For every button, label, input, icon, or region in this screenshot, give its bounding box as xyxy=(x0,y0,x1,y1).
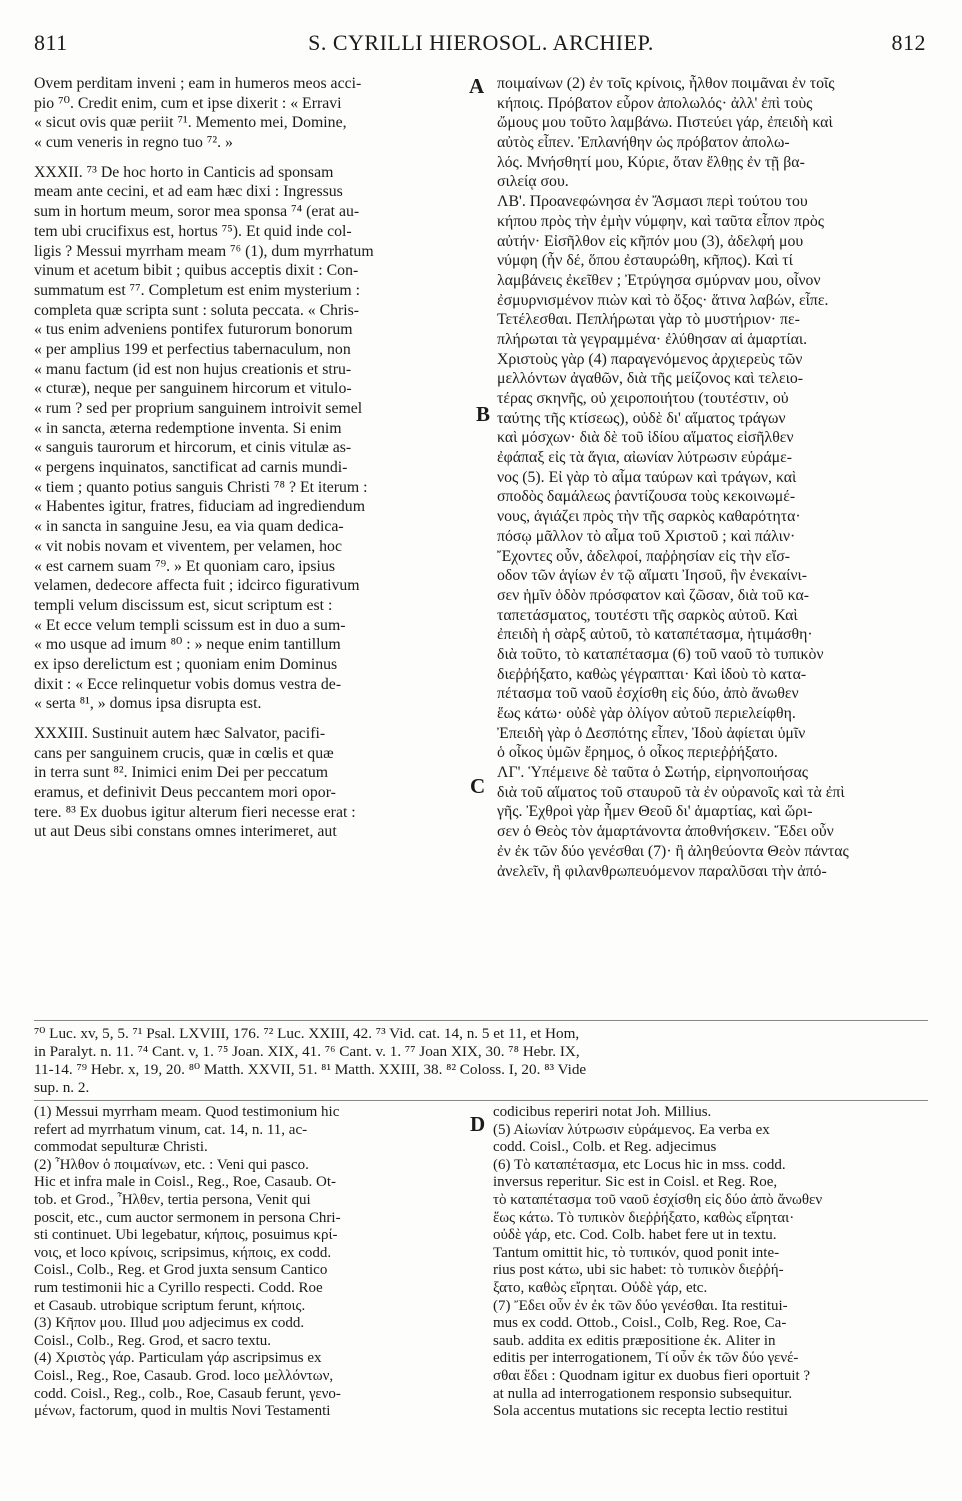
latin-line: « est carnem suam ⁷⁹. » Et quoniam caro, ipsius xyxy=(34,557,335,575)
note-line: saub. addita ex editis præpositione ἐκ. Aliter in xyxy=(493,1332,776,1349)
latin-line: ut aut Deus sibi constans omnes interimeret, aut xyxy=(34,823,337,841)
latin-line: « Habentes igitur, fratres, fiduciam ad ingrediendum xyxy=(34,498,365,516)
greek-line: ἕως κάτω· οὐδὲ γὰρ ὀλίγον αὐτοῦ περιελείφθη. xyxy=(497,705,796,722)
note-line: mus ex codd. Ottob., Coisl., Colb, Reg. Roe, Ca- xyxy=(493,1315,787,1332)
latin-line: tere. ⁸³ Ex duobus igitur alterum fieri necesse erat : xyxy=(34,803,356,821)
column-number-left: 811 xyxy=(34,30,68,55)
latin-line: meam ante cecini, et ad eam hæc dixi : Ingressus xyxy=(34,183,343,201)
greek-line: νύμφη (ἦν δέ, ὅπου ἐσταυρώθη, κῆπος). Καὶ τί xyxy=(497,252,793,270)
greek-line: διὰ τοῦτο, τὸ καταπέτασμα (6) τοῦ ναοῦ τὸ τυπικὸν xyxy=(497,645,824,663)
latin-line: velamen, dedecore affecta fuit ; idcirco figurativum xyxy=(34,577,360,595)
latin-line: XXXIII. Sustinuit autem hæc Salvator, pacifi- xyxy=(34,725,326,742)
greek-line: αὐτὸς εἶπεν. Ἐπλανήθην ὡς πρόβατον ἀπολω- xyxy=(497,134,790,152)
greek-line: νος (5). Εἰ γὰρ τὸ αἷμα ταύρων καὶ τράγων, καὶ xyxy=(497,468,797,486)
latin-line: ligis ? Messui myrrham meam ⁷⁶ (1), dum myrrhatum xyxy=(34,242,374,260)
latin-line: « mo usque ad imum ⁸⁰ : » neque enim tantillum xyxy=(34,636,341,654)
scripture-ref-line: sup. n. 2. xyxy=(34,1079,90,1096)
note-line: codd. Coisl., Colb. et Reg. adjecimus xyxy=(493,1139,717,1156)
note-line: μένων, factorum, quod in multis Novi Testamenti xyxy=(34,1403,331,1420)
note-line: editis per interrogationem, Τί οὖν ἐκ τῶν δύο γενέ- xyxy=(493,1350,799,1367)
greek-line: οδον τῶν ἁγίων ἐν τῷ αἵματι Ἰησοῦ, ἣν ἐνεκαίνι- xyxy=(497,567,807,585)
note-line: codicibus reperiri notat Joh. Millius. xyxy=(493,1104,712,1120)
greek-line: πλήρωται τὰ γεγραμμένα· ἐλύθησαν αἱ ἁμαρτίαι. xyxy=(497,330,808,348)
greek-line: μελλόντων ἀγαθῶν, διὰ τῆς μείζονος καὶ τελειο- xyxy=(497,370,804,388)
greek-line: καὶ μόσχων· διὰ δὲ τοῦ ἰδίου αἵματος εἰσῆλθεν xyxy=(497,429,794,447)
greek-line: ὁ οἶκος ὑμῶν ἔρημος, ὁ οἶκος περιεῤῥήξατο. xyxy=(497,744,778,762)
note-line: τὸ καταπέτασμα τοῦ ναοῦ ἐσχίσθη εἰς δύο ἀπὸ ἄνωθεν xyxy=(493,1191,823,1208)
scripture-ref-line: 11-14. ⁷⁹ Hebr. x, 19, 20. ⁸⁰ Matth. XXVII, 51. ⁸¹ Matth. XXIII, 38. ⁸² Coloss. I, 20. ⁸³ Vide xyxy=(34,1061,587,1078)
greek-line: σποδὸς δαμάλεως ῥαντίζουσα τοὺς κεκοινωμέ- xyxy=(497,488,796,506)
latin-line: dixit : « Ecce relinquetur vobis domus vestra de- xyxy=(34,675,342,693)
greek-line: Χριστοὺς γὰρ (4) παραγενόμενος ἀρχιερεὺς τῶν xyxy=(497,350,803,368)
latin-line: ex ipso derelictum est ; quoniam enim Dominus xyxy=(34,655,338,673)
note-line: poscit, etc., cum auctor sermonem in persona Chri- xyxy=(34,1209,341,1226)
greek-line: διὰ τοῦ αἵματος τοῦ σταυροῦ τὰ ἐν οὐρανοῖς καὶ τὰ ἐπὶ xyxy=(497,783,845,801)
greek-line: σιλείᾳ σου. xyxy=(497,173,569,191)
notes-right-column xyxy=(493,1104,929,1421)
note-line: ξατο, καθὼς εἴρηται. Οὐδὲ γάρ, etc. xyxy=(493,1279,708,1296)
greek-line: ΛΓ'. Ὑπέμεινε δὲ ταῦτα ὁ Σωτήρ, εἰρηνοποιήσας xyxy=(497,764,808,782)
margin-letter-c: C xyxy=(470,774,486,798)
note-line: at nulla ad interrogationem responsio subsequitur. xyxy=(493,1385,793,1402)
latin-line: « in sancta in sanguine Jesu, ea via quam dedica- xyxy=(34,518,344,536)
greek-line: ποιμαίνων (2) ἐν τοῖς κρίνοις, ἦλθον ποιμᾶναι ἐν τοῖς xyxy=(497,75,835,92)
latin-line: cans per sanguinem crucis, quæ in cœlis et quæ xyxy=(34,744,334,762)
greek-line: κήπου πρὸς τὴν ἐμὴν νύμφην, καὶ ταῦτα εἶπον πρὸς xyxy=(497,212,825,230)
greek-line: ταύτης τῆς κτίσεως), οὐδὲ δι' αἵματος τράγων xyxy=(497,409,786,427)
greek-line: γῆς. Ἐχθροὶ γὰρ ἦμεν Θεοῦ δι' ἁμαρτίας, καὶ ὥρι- xyxy=(497,803,813,821)
latin-line: XXXII. ⁷³ De hoc horto in Canticis ad sponsam xyxy=(34,163,334,181)
greek-text-column xyxy=(497,74,927,881)
scripture-ref-line: ⁷⁰ Luc. xv, 5, 5. ⁷¹ Psal. LXVIII, 176. ⁷² Luc. XXIII, 42. ⁷³ Vid. cat. 14, n. 5 et 11, et Hom, xyxy=(34,1025,580,1042)
greek-line: λός. Μνήσθητί μου, Κύριε, ὅταν ἔλθῃς ἐν τῇ βα- xyxy=(497,153,805,171)
note-line: codd. Coisl., Reg., colb., Roe, Casaub ferunt, γενο- xyxy=(34,1385,341,1402)
note-line: (1) Messui myrrham meam. Quod testimonium hic xyxy=(34,1104,340,1120)
greek-line: ἐσμυρνισμένον πιὼν καὶ τὸ ὄξος· ἅτινα λαβών, εἶπε. xyxy=(497,291,829,309)
greek-line: Τετέλεσθαι. Πεπλήρωται γὰρ τὸ μυστήριον· πε- xyxy=(497,311,800,329)
latin-line: summatum est ⁷⁷. Completum est enim mysterium : xyxy=(34,281,361,299)
greek-line: τέρας σκηνῆς, οὐ χειροποιήτου (τουτέστιν, οὐ xyxy=(497,390,789,407)
note-line: Tantum omittit hic, τὸ τυπικόν, quod ponit inte- xyxy=(493,1244,780,1261)
greek-line: ἐφάπαξ εἰς τὰ ἅγια, αἰωνίαν λύτρωσιν εὑράμε- xyxy=(497,449,792,467)
notes-divider xyxy=(34,1100,928,1101)
margin-letter-b: B xyxy=(476,402,491,426)
note-line: Coisl., Colb., Reg. et Grod juxta sensum Cantico xyxy=(34,1262,328,1279)
note-line: (6) Τὸ καταπέτασμα, etc Locus hic in mss. codd. xyxy=(493,1156,786,1173)
latin-line: « sanguis taurorum et hircorum, et cinis vitulæ as- xyxy=(34,439,352,457)
latin-line: sum in hortum meum, soror mea sponsa ⁷⁴ (erat au- xyxy=(34,203,360,221)
greek-line: σεν ὁ Θεὸς τὸν ἁμαρτάνοντα ἀποθνήσκειν. Ἔδει οὖν xyxy=(497,823,834,841)
note-line: (3) Κῆπον μου. Illud μου adjecimus ex codd. xyxy=(34,1315,305,1332)
latin-line: completa quæ scripta sunt : soluta peccata. « Chris- xyxy=(34,301,360,319)
note-line: et Casaub. utrobique scriptum ferunt, κήποις. xyxy=(34,1297,306,1314)
greek-line: Ἔχοντες οὖν, ἀδελφοί, παῤῥησίαν εἰς τὴν εἴσ- xyxy=(497,547,790,565)
latin-line: eramus, et definivit Deus peccantem mori opor- xyxy=(34,784,336,802)
latin-line xyxy=(34,714,462,724)
note-line: Hic et infra male in Coisl., Reg., Roe, Casaub. Ot- xyxy=(34,1174,337,1191)
latin-line xyxy=(34,153,462,163)
latin-line: « tiem ; quanto potius sanguis Christi ⁷⁸ ? Et iterum : xyxy=(34,478,368,496)
note-line: (7) Ἔδει οὖν ἐν ἐκ τῶν δύο γενέσθαι. Ita restitui- xyxy=(493,1297,788,1314)
margin-letter-d: D xyxy=(470,1112,486,1136)
latin-line: in terra sunt ⁸². Inimici enim Dei per peccatum xyxy=(34,764,329,782)
latin-line: « sicut ovis quæ periit ⁷¹. Memento mei, Domine, xyxy=(34,114,347,132)
greek-line: πέτασμα τοῦ ναοῦ ἐσχίσθη εἰς δύο, ἀπὸ ἄνωθεν xyxy=(497,685,799,703)
latin-line: templi velum discissum est, sicut scriptum est : xyxy=(34,596,333,614)
note-line: (4) Χριστὸς γάρ. Particulam γάρ ascripsimus ex xyxy=(34,1350,322,1367)
greek-line: αὐτήν· Εἰσῆλθον εἰς κῆπόν μου (3), ἀδελφή μου xyxy=(497,232,804,250)
greek-line: ΛΒ'. Προανεφώνησα ἐν Ἄσμασι περὶ τούτου του xyxy=(497,193,808,211)
latin-line: pio ⁷⁰. Credit enim, cum et ipse dixerit : « Erravi xyxy=(34,94,342,112)
latin-line: « serta ⁸¹, » domus ipsa disrupta est. xyxy=(34,695,262,713)
note-line: νοις, et loco κρίνοις, scripsimus, κήποις, ex codd. xyxy=(34,1244,332,1261)
greek-line: ἐν ἐκ τῶν δύο γενέσθαι (7)· ἢ ἀληθεύοντα Θεὸν πάντας xyxy=(497,842,849,860)
latin-line: tem ubi crucifixus est, hortus ⁷⁵). Et quid inde col- xyxy=(34,222,352,240)
column-number-right: 812 xyxy=(891,30,926,55)
latin-line: « vit nobis novam et viventem, per velamen, hoc xyxy=(34,537,342,555)
note-line: σθαι ἔδει : Quodnam igitur ex duobus fieri oportuit ? xyxy=(493,1367,811,1384)
note-line: (2) Ἦλθον ὁ ποιμαίνων, etc. : Veni qui pasco. xyxy=(34,1156,309,1173)
latin-line: « per amplius 199 et perfectius tabernaculum, non xyxy=(34,340,351,358)
note-line: tob. et Grod., Ἦλθεν, tertia persona, Venit qui xyxy=(34,1191,311,1208)
note-line: rum testimonii hic a Cyrillo respecti. Codd. Roe xyxy=(34,1279,323,1296)
scripture-ref-line: in Paralyt. n. 11. ⁷⁴ Cant. v, 1. ⁷⁵ Joan. XIX, 41. ⁷⁶ Cant. v. 1. ⁷⁷ Joan XIX, 30. ⁷⁸ Hebr. IX, xyxy=(34,1043,580,1060)
note-line: Coisl., Reg., Roe, Casaub. Grod. loco μελλόντων, xyxy=(34,1367,334,1384)
greek-line: ἐπειδὴ ἡ σὰρξ αὐτοῦ, τὸ καταπέτασμα, ἠτιμάσθη· xyxy=(497,626,813,644)
latin-line: « pergens inquinatos, sanctificat ad carnis mundi- xyxy=(34,459,348,477)
latin-line: « rum ? sed per proprium sanguinem introivit semel xyxy=(34,400,363,417)
greek-line: ὤμους μου τοῦτο λαμβάνω. Πιστεύει γάρ, ἐπειδὴ καὶ xyxy=(497,114,833,132)
note-line: Coisl., Colb., Reg. Grod, et sacro textu. xyxy=(34,1332,272,1349)
latin-line: « in sancta, æterna redemptione inventa. Si enim xyxy=(34,419,342,437)
latin-line: Ovem perditam inveni ; eam in humeros meos acci- xyxy=(34,75,362,92)
latin-line: vinum et acetum bibit ; quibus acceptis dixit : Con- xyxy=(34,262,359,280)
running-title: S. CYRILLI HIEROSOL. ARCHIEP. xyxy=(308,30,654,55)
scripture-references xyxy=(34,1025,928,1097)
note-line: rius post κάτω, ubi sic habet: τὸ τυπικὸν διεῤῥή- xyxy=(493,1262,784,1279)
note-line: Sola accentus mutations sic recepta lectio restitui xyxy=(493,1403,788,1420)
greek-line: νους, ἁγιάζει πρὸς τὴν τῆς σαρκὸς καθαρότητα· xyxy=(497,508,801,526)
latin-line: « manu factum (id est non hujus creationis et stru- xyxy=(34,360,352,378)
latin-line: « Et ecce velum templi scissum est in duo a sum- xyxy=(34,616,346,634)
note-line: οὐδὲ γάρ, etc. Cod. Colb. habet fere ut in textu. xyxy=(493,1227,777,1244)
greek-line: σεν ἡμῖν ὁδὸν πρόσφατον καὶ ζῶσαν, διὰ τοῦ κα- xyxy=(497,586,810,604)
note-line: inversus reperitur. Sic est in Coisl. et Reg. Roe, xyxy=(493,1174,778,1191)
greek-line: λαμβάνεις ἐκεῖθεν ; Ἐτρύγησα σμύρναν μου, οἶνον xyxy=(497,271,821,289)
greek-line: ἀνελεῖν, ἢ φιλανθρωπευόμενον παραλῦσαι τὴν ἀπό- xyxy=(497,862,827,880)
latin-line: « tus enim adveniens pontifex futurorum bonorum xyxy=(34,321,353,339)
note-line: commodat sepulturæ Christi. xyxy=(34,1139,208,1156)
footnote-divider xyxy=(34,1020,928,1021)
greek-line: διεῤῥήξατο, καθὼς γέγραπται· Καὶ ἰδοὺ τὸ κατα- xyxy=(497,665,807,683)
note-line: refert ad myrrhatum vinum, cat. 14, n. 11, ac- xyxy=(34,1121,308,1138)
note-line: sti continuet. Ubi legebatur, κήποις, posuimus κρί- xyxy=(34,1227,338,1244)
notes-left-column xyxy=(34,1104,462,1421)
latin-text-column xyxy=(34,74,462,842)
greek-line: κήποις. Πρόβατον εὗρον ἀπολωλός· ἀλλ' ἐπὶ τοὺς xyxy=(497,94,813,112)
note-line: (5) Αἰωνίαν λύτρωσιν εὑράμενος. Ea verba ex xyxy=(493,1121,770,1138)
greek-line: ταπετάσματος, τουτέστι τῆς σαρκὸς αὐτοῦ. Καὶ xyxy=(497,606,798,624)
note-line: ἕως κάτω. Τὸ τυπικὸν διεῤῥήξατο, καθὼς εἴρηται· xyxy=(493,1209,795,1226)
greek-line: πόσῳ μᾶλλον τὸ αἷμα τοῦ Χριστοῦ ; καὶ πάλιν· xyxy=(497,527,796,545)
greek-line: Ἐπειδὴ γὰρ ὁ Δεσπότης εἶπεν, Ἰδοὺ ἀφίεται ὑμῖν xyxy=(497,724,806,742)
margin-letter-a: A xyxy=(469,74,485,98)
latin-line: « cum veneris in regno tuo ⁷². » xyxy=(34,134,233,152)
latin-line: « cturæ), neque per sanguinem hircorum et vitulo- xyxy=(34,380,352,398)
